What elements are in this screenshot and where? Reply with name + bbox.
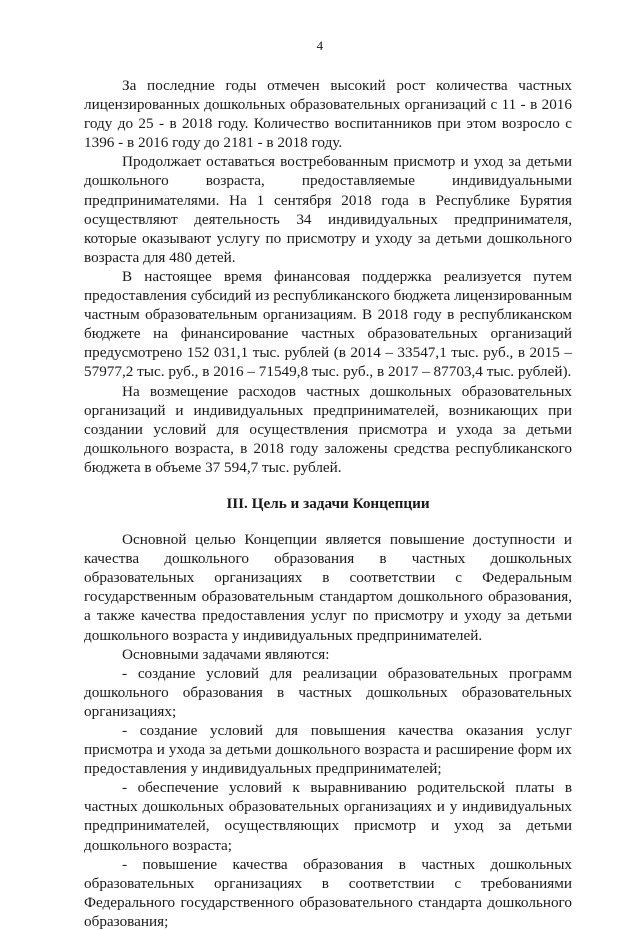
paragraph-expense-reimbursement: На возмещение расходов частных дошкольных образовательных организаций и индивидуальных предпринимателей, возникающих при создании условий для осуществления присмотра и ухода за детьми дошкольного возраста, в 2018 году заложены средства республиканского бюджета в объеме 37 594,7 тыс. рублей. [84, 382, 572, 476]
paragraph-individual-entrepreneurs: Продолжает оставаться востребованным присмотр и уход за детьми дошкольного возраста, предоставляемые индивидуальными предпринимателями. На 1 сентября 2018 года в Республике Бурятия осуществляют деятельность 34 индивидуальных предпринимателя, которые оказывают услугу по присмотру и уходу за детьми дошкольного возраста для 480 детей. [84, 153, 572, 266]
paragraph-tasks-intro: Основными задачами являются: [122, 645, 330, 663]
task-list-item: - создание условий для реализации образовательных программ дошкольного образования в частных дошкольных образовательных организациях; [84, 664, 572, 720]
task-list-item: - повышение качества образования в частных дошкольных образовательных организациях в соответствии с требованиями Федерального государственного образовательного стандарта дошкольного образования; [84, 855, 572, 930]
section-heading: III. Цель и задачи Концепции [226, 494, 430, 512]
paragraph-main-goal: Основной целью Концепции является повышение доступности и качества дошкольного образования в частных дошкольных образовательных организациях в соответствии с Федеральным государственным образовательным стандартом дошкольного образования, а также качества предоставления услуг по присмотру и уходу за детьми дошкольного возраста у индивидуальных предпринимателей. [84, 531, 572, 644]
paragraph-financial-support: В настоящее время финансовая поддержка реализуется путем предоставления субсидий из республиканского бюджета лицензированным частным образовательным организациям. В 2018 году в республиканском бюджете на финансирование частных образовательных организаций предусмотрено 152 031,1 тыс. рублей (в 2014 – 33547,1 тыс. руб., в 2015 – 57977,2 тыс. руб., в 2016 – 71549,8 тыс. руб., в 2017 – 87703,4 тыс. рублей). [84, 267, 572, 381]
paragraph-private-kindergartens-growth: За последние годы отмечен высокий рост количества частных лицензированных дошкольных образовательных организаций с 11 - в 2016 году до 25 - в 2018 году. Количество воспитанников при этом возросло с 1396 - в 2016 году до 2181 - в 2018 году. [84, 77, 572, 152]
task-list-item: - обеспечение условий к выравниванию родительской платы в частных дошкольных образовательных организациях и у индивидуальных предпринимателей, осуществляющих присмотр и уход за детьми дошкольного возраста; [84, 779, 572, 854]
task-list-item: - создание условий для повышения качества оказания услуг присмотра и ухода за детьми дошкольного возраста и расширение форм их предоставления у индивидуальных предпринимателей; [84, 722, 572, 778]
page-number: 4 [316, 38, 324, 53]
document-body [84, 76, 572, 931]
